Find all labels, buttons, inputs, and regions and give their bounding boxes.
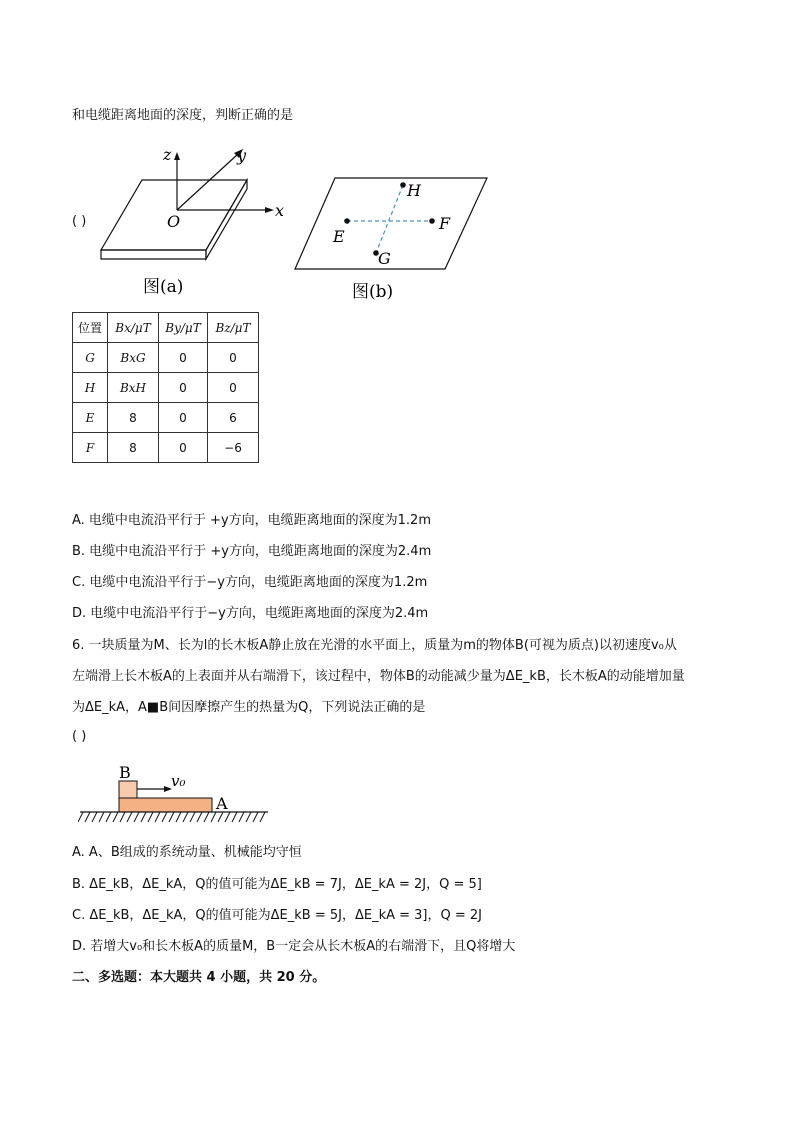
- table-cell: 0: [159, 343, 208, 373]
- point-f-label: F: [439, 214, 451, 233]
- fig-b-caption: 图(b): [352, 282, 394, 302]
- point-h: [400, 182, 406, 188]
- table-cell: 0: [159, 403, 208, 433]
- table-cell: F: [73, 433, 108, 463]
- table-cell: G: [73, 343, 108, 373]
- q5-option-c: C. 电缆中电流沿平行于−y方向，电缆距离地面的深度为1.2m: [72, 575, 428, 590]
- slab-front-face: [101, 250, 206, 259]
- table-header-cell: 位置: [73, 313, 108, 343]
- q5-option-d: D. 电缆中电流沿平行于−y方向，电缆距离地面的深度为2.4m: [72, 606, 429, 621]
- table-cell: 0: [208, 373, 259, 403]
- q5-option-b: B. 电缆中电流沿平行于 +y方向，电缆距离地面的深度为2.4m: [72, 544, 432, 559]
- table-cell: 8: [108, 403, 159, 433]
- table-cell: 0: [208, 343, 259, 373]
- y-axis: [177, 154, 238, 210]
- q6-stem-line-1: 6. 一块质量为M、长为l的长木板A静止放在光滑的水平面上，质量为m的物体B(可视为质点)以初速度v₀从: [72, 638, 677, 653]
- point-f: [429, 218, 435, 224]
- table-header-row: [73, 313, 259, 343]
- table-row: [73, 343, 259, 373]
- axis-x-label: x: [275, 201, 285, 220]
- q6-stem-line-3: 为ΔE_kA，A■B间因摩擦产生的热量为Q，下列说法正确的是: [72, 700, 426, 715]
- plank-a-label: A: [216, 794, 228, 813]
- point-h-label: H: [407, 181, 421, 200]
- figure-b: [290, 168, 495, 306]
- q5-answer-paren: ( ): [72, 214, 87, 229]
- axis-y-label: y: [237, 146, 247, 165]
- q6-option-a: A. A、B组成的系统动量、机械能均守恒: [72, 845, 302, 860]
- plank-a: [119, 798, 212, 812]
- field-table: [72, 312, 259, 463]
- point-e: [344, 218, 350, 224]
- q6-option-d: D. 若增大v₀和长木板A的质量M，B一定会从长木板A的右端滑下，且Q将增大: [72, 939, 516, 954]
- axis-z-label: z: [163, 145, 172, 164]
- table-header-cell: Bx/μT: [108, 313, 159, 343]
- fig-a-caption: 图(a): [143, 277, 184, 297]
- figure-a: [95, 140, 295, 302]
- ground-plane: [295, 178, 487, 269]
- table-cell: 0: [159, 433, 208, 463]
- table-cell: E: [73, 403, 108, 433]
- q6-option-c: C. ΔE_kB，ΔE_kA，Q的值可能为ΔE_kB = 5J，ΔE_kA = 3]，Q = 2J: [72, 908, 482, 923]
- table-cell: −6: [208, 433, 259, 463]
- table-cell: 6: [208, 403, 259, 433]
- ground-hatching: [78, 812, 265, 822]
- table-row: [73, 433, 259, 463]
- table-cell: BxH: [108, 373, 159, 403]
- table-cell: 8: [108, 433, 159, 463]
- slab-side-face: [206, 180, 247, 259]
- origin-label: O: [167, 212, 181, 231]
- x-arrow: [265, 207, 274, 213]
- table-header-cell: Bz/μT: [208, 313, 259, 343]
- block-b: [119, 781, 137, 798]
- table-cell: H: [73, 373, 108, 403]
- line-h-g: [376, 185, 403, 253]
- table-cell: BxG: [108, 343, 159, 373]
- q6-figure: [78, 760, 273, 828]
- q6-option-b: B. ΔE_kB，ΔE_kA，Q的值可能为ΔE_kB = 7J，ΔE_kA = 2J，Q = 5]: [72, 877, 482, 892]
- z-arrow: [174, 152, 180, 160]
- table-row: [73, 403, 259, 433]
- block-b-label: B: [119, 763, 131, 782]
- q5-option-a: A. 电缆中电流沿平行于 +y方向，电缆距离地面的深度为1.2m: [72, 513, 431, 528]
- table-header-cell: By/μT: [159, 313, 208, 343]
- q6-stem-line-2: 左端滑上长木板A的上表面并从右端滑下，该过程中，物体B的动能减少量为ΔE_kB，长木板A的动能增加量: [72, 669, 685, 684]
- section-2-heading: 二、多选题：本大题共 4 小题，共 20 分。: [72, 970, 326, 985]
- intro-line: 和电缆距离地面的深度，判断正确的是: [72, 108, 294, 123]
- table-cell: 0: [159, 373, 208, 403]
- point-g-label: G: [378, 249, 391, 268]
- point-e-label: E: [333, 227, 345, 246]
- velocity-label: v₀: [171, 772, 186, 790]
- q6-answer-paren: ( ): [72, 729, 87, 744]
- table-row: [73, 373, 259, 403]
